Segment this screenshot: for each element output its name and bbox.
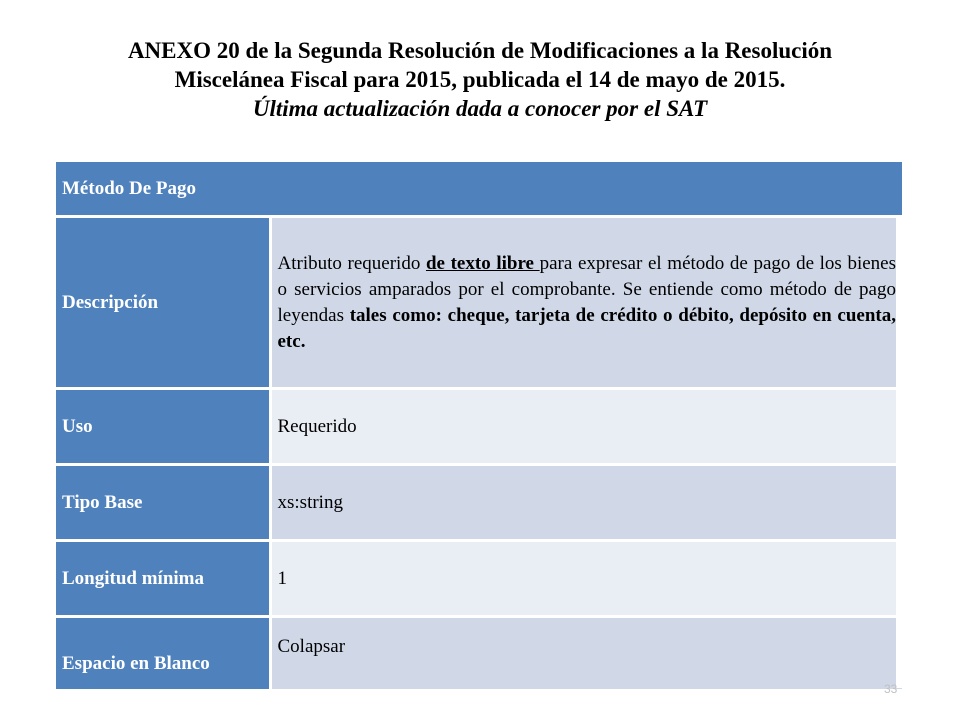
row-label-uso: Uso bbox=[56, 389, 270, 465]
table-right-border bbox=[896, 216, 902, 688]
table-row bbox=[56, 541, 902, 617]
attribute-table bbox=[56, 162, 902, 692]
row-value-espacio-blanco: Colapsar bbox=[270, 617, 902, 691]
table-row bbox=[56, 617, 902, 691]
title-line-2: Miscelánea Fiscal para 2015, publicada el 14 de mayo de 2015. bbox=[174, 67, 786, 92]
slide-number: 33 bbox=[884, 682, 898, 696]
table-row bbox=[56, 389, 902, 465]
title-line-3: Última actualización dada a conocer por el SAT bbox=[252, 96, 708, 121]
desc-part-3: para expresar el método de pago de los bienes o servicios amparados por el comprobante. Se entiende como método de pago leyendas bbox=[277, 252, 896, 326]
page-title bbox=[40, 36, 920, 123]
row-label-longitud-minima: Longitud mínima bbox=[56, 541, 270, 617]
row-value-tipo-base: xs:string bbox=[270, 465, 902, 541]
row-value-longitud-minima: 1 bbox=[270, 541, 902, 617]
table-row bbox=[56, 217, 902, 389]
row-label-tipo-base: Tipo Base bbox=[56, 465, 270, 541]
table-header: Método De Pago bbox=[56, 162, 902, 217]
table-header-row bbox=[56, 162, 902, 217]
desc-underlined-text: de texto libre bbox=[425, 252, 540, 274]
row-label-descripcion: Descripción bbox=[56, 217, 270, 389]
desc-part-1: Atributo requerido bbox=[277, 252, 426, 274]
table-row bbox=[56, 465, 902, 541]
title-line-1: ANEXO 20 de la Segunda Resolución de Modificaciones a la Resolución bbox=[127, 38, 833, 63]
row-label-espacio-blanco: Espacio en Blanco bbox=[56, 617, 270, 691]
row-value-descripcion bbox=[270, 217, 902, 389]
desc-bold-text: tales como: cheque, tarjeta de crédito o débito, depósito en cuenta, etc. bbox=[277, 304, 896, 352]
row-value-uso: Requerido bbox=[270, 389, 902, 465]
